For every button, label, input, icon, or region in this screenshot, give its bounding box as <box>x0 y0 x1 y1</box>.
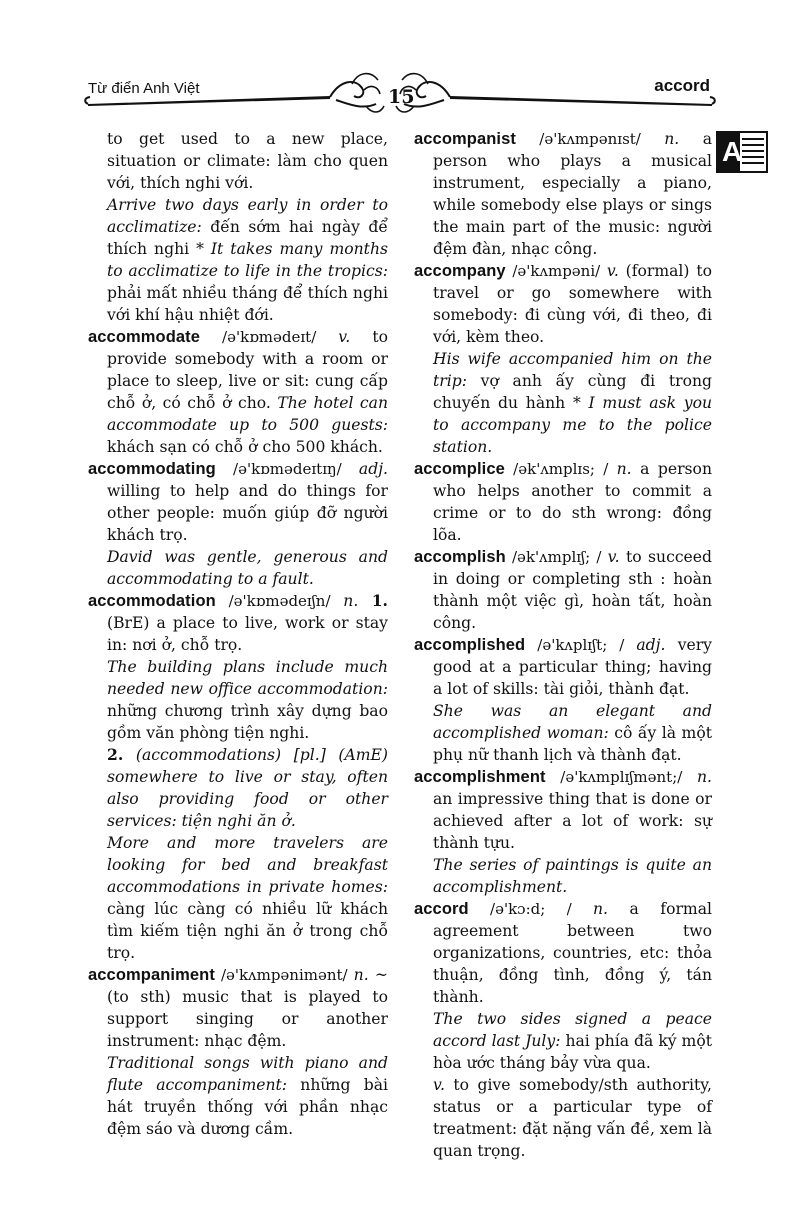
entry-definition: to get used to a new place, situation or climate: làm cho quen với, thích nghi với. <box>107 130 388 192</box>
dictionary-entry <box>414 546 712 634</box>
entry-definition: phải mất nhiều tháng để thích nghi với khí hậu nhiệt đới. <box>107 284 388 324</box>
entry-pronunciation: /ə'kɒmədeɪʃn/ <box>215 592 344 610</box>
letter-tab-label: A <box>722 136 743 167</box>
entry-headword: accompany <box>414 262 506 280</box>
page-number: 15 <box>388 86 415 108</box>
entry-definition: cô ấy là một phụ nữ thanh lịch và thành đạt. <box>433 724 712 764</box>
entry-definition: an impressive thing that is done or achieved after a lot of work: sự thành tựu. <box>433 790 712 852</box>
entry-pronunciation: /ə'kʌmpəni/ <box>505 262 607 280</box>
entry-definition: to provide somebody with a room or place to sleep, live or sit: cung cấp chỗ ở, có chỗ ở cho. <box>107 328 388 412</box>
sense-number: 1. <box>358 591 388 610</box>
dictionary-entry <box>414 128 712 260</box>
dictionary-entry <box>414 458 712 546</box>
entry-example: The building plans include much needed new office accommodation: <box>107 658 388 698</box>
entry-example: v. <box>338 328 351 346</box>
entry-example: The hotel can accommodate up to 500 guests: <box>107 394 389 434</box>
dictionary-entry <box>414 898 712 1162</box>
dictionary-entry <box>88 590 388 964</box>
entry-headword: accommodate <box>88 328 201 346</box>
entry-headword: accompaniment <box>88 966 215 984</box>
dictionary-entry <box>88 458 388 590</box>
entry-example: More and more travelers are looking for bed and breakfast accommodations in private homes: <box>107 834 388 896</box>
header-dictionary-title: Từ điển Anh Việt <box>88 80 200 97</box>
right-column <box>414 128 712 1162</box>
dictionary-entry <box>88 964 388 1140</box>
header-guide-word: accord <box>654 76 710 95</box>
entry-example: The two sides signed a peace accord last July: <box>433 1010 712 1050</box>
entry-headword: accomplishment <box>414 768 546 786</box>
entry-example: Arrive two days early in order to acclimatize: <box>107 196 388 236</box>
page-header <box>0 0 800 125</box>
dictionary-entry <box>414 634 712 766</box>
dictionary-entry <box>414 766 712 898</box>
entry-example: His wife accompanied him on the trip: <box>433 350 712 390</box>
entry-definition: very good at a particular thing; having a lot of skills: tài giỏi, thành đạt. <box>433 636 712 698</box>
dictionary-entry <box>88 128 388 326</box>
entry-definition: willing to help and do things for other people: muốn giúp đỡ người khách trọ. <box>107 482 388 544</box>
entry-example: Traditional songs with piano and flute accompaniment: <box>107 1054 388 1094</box>
entry-definition: ~ (to sth) music that is played to support singing or another instrument: nhạc đệm. <box>107 966 388 1050</box>
entry-definition: những chương trình xây dựng bao gồm văn phòng tiện nghi. <box>107 702 388 742</box>
entry-example: n. <box>616 460 632 478</box>
entry-pronunciation: /ək'ʌmplɪs; / <box>504 460 617 478</box>
entry-example: adj. <box>358 460 388 478</box>
entry-definition: a person who plays a musical instrument, especially a piano, while somebody else plays or sings the main part of the music: người đệm đàn, nhạc công. <box>433 130 712 258</box>
entry-example: v. <box>606 262 619 280</box>
entry-example: The series of paintings is quite an accomplishment. <box>433 856 712 896</box>
sense-number: 2. <box>107 745 124 764</box>
entry-definition: a formal agreement between two organizations, countries, etc: thỏa thuận, đồng tình, đồng ý, tán thành. <box>433 900 712 1006</box>
entry-pronunciation: /ə'kʌmpənɪst/ <box>515 130 665 148</box>
entry-definition: đến sớm hai ngày để thích nghi * <box>107 218 388 258</box>
entry-definition: càng lúc càng có nhiều lữ khách tìm kiếm tiện nghi ăn ở trong chỗ trọ. <box>107 900 388 962</box>
entry-pronunciation: /ə'kɒmədeɪt/ <box>200 328 339 346</box>
entry-example: v. <box>607 548 620 566</box>
entry-example: n. <box>343 592 359 610</box>
entry-definition: hai phía đã ký một hòa ước tháng bảy vừa qua. <box>433 1032 713 1072</box>
entry-headword: accomplice <box>414 460 505 478</box>
entry-definition: (formal) to travel or go somewhere with somebody: đi cùng với, đi theo, đi với, kèm theo. <box>433 262 713 346</box>
entry-headword: accommodating <box>88 460 216 478</box>
entry-headword: accommodation <box>88 592 216 610</box>
entry-pronunciation: /ə'kʌplɪʃt; / <box>525 636 637 654</box>
entry-example: It takes many months to acclimatize to life in the tropics: <box>107 240 388 280</box>
entry-definition: vợ anh ấy cùng đi trong chuyến du hành * <box>433 372 712 412</box>
entry-headword: accord <box>414 900 469 918</box>
entry-headword: accomplished <box>414 636 526 654</box>
entry-pronunciation: /ə'kʌmpənimənt/ <box>214 966 354 984</box>
entry-definition: a person who helps another to commit a crime or to do sth wrong: đồng lõa. <box>433 460 712 544</box>
entry-pronunciation: /ə'kɒmədeɪtɪŋ/ <box>215 460 359 478</box>
entry-definition: khách sạn có chỗ ở cho 500 khách. <box>107 438 383 456</box>
entry-example: David was gentle, generous and accommodating to a fault. <box>107 548 388 588</box>
entry-pronunciation: /ə'kɔ:d; / <box>468 900 593 918</box>
entry-headword: accompanist <box>414 130 516 148</box>
entry-definition: to give somebody/sth authority, status or a particular type of treatment: đặt nặng vấn đề, xem là quan trọng. <box>433 1076 712 1160</box>
entry-example: I must ask you to accompany me to the police station. <box>433 394 713 456</box>
entry-example: n. <box>353 966 369 984</box>
entry-definition: những bài hát truyền thống với phần nhạc đệm sáo và dương cầm. <box>107 1076 388 1138</box>
entry-example: She was an elegant and accomplished woman: <box>433 702 712 742</box>
entry-example: (accommodations) [pl.] (AmE) somewhere to live or stay, often also providing food or other services: tiện nghi ăn ở. <box>107 746 388 830</box>
dictionary-entry <box>88 326 388 458</box>
entry-headword: accomplish <box>414 548 506 566</box>
entry-pronunciation: /ə'kʌmplɪʃmənt;/ <box>545 768 697 786</box>
entry-definition: (BrE) a place to live, work or stay in: nơi ở, chỗ trọ. <box>107 614 388 654</box>
left-column <box>88 128 388 1140</box>
entry-example: n. <box>592 900 608 918</box>
entry-pronunciation: /ək'ʌmplɪʃ; / <box>505 548 608 566</box>
entry-definition: to succeed in doing or completing sth : hoàn thành một việc gì, hoàn tất, hoàn công. <box>433 548 712 632</box>
entry-example: v. <box>433 1076 445 1094</box>
entry-example: adj. <box>636 636 666 654</box>
dictionary-entry <box>414 260 712 458</box>
entry-example: n. <box>664 130 680 148</box>
entry-example: n. <box>697 768 712 786</box>
letter-tab <box>716 131 768 173</box>
